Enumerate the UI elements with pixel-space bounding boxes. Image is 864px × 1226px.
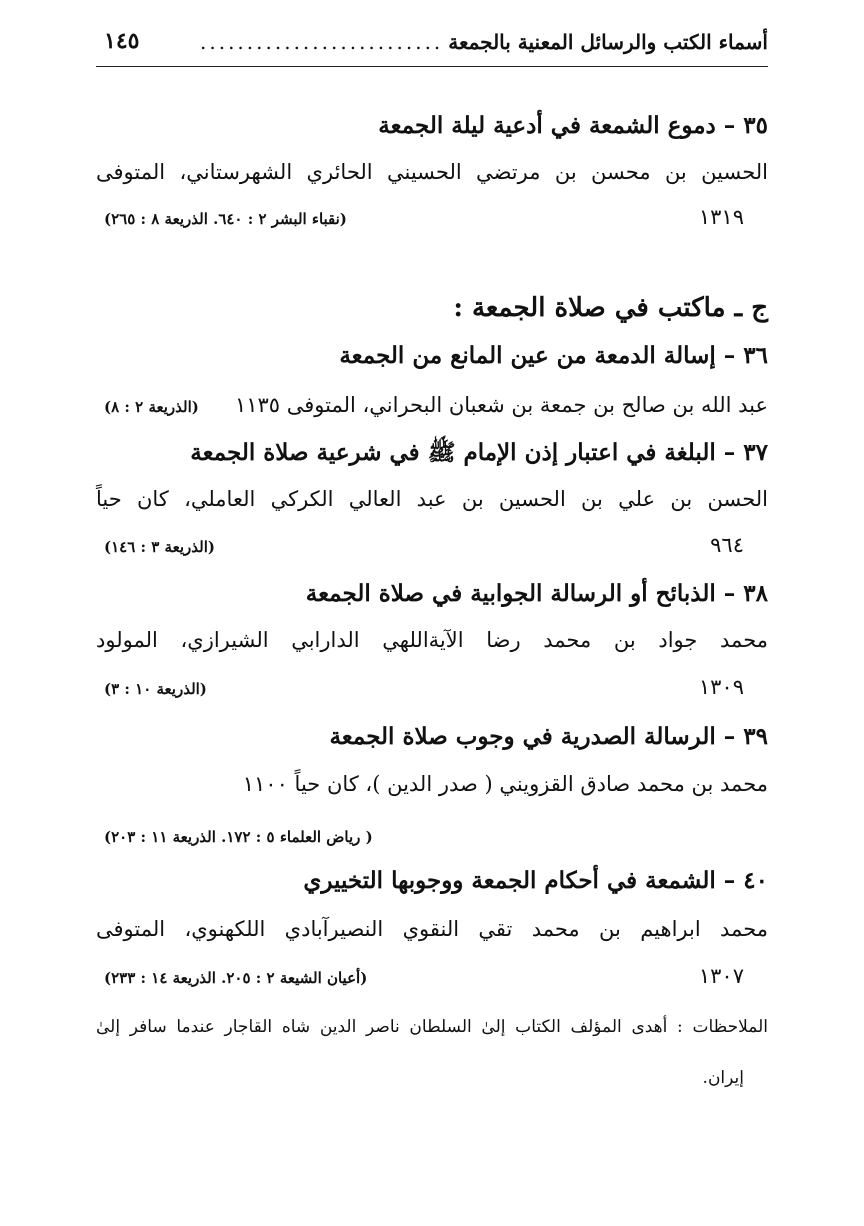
- entry-37-title: ٣٧ – البلغة في اعتبار إذن الإمام ﷺ في شرعية صلاة الجمعة: [190, 439, 768, 466]
- entry-36-reference: (الذريعة ٢ : ٨): [104, 398, 199, 416]
- entry-35-title: ٣٥ – دموع الشمعة في أدعية ليلة الجمعة: [378, 112, 768, 139]
- entry-35-year: ١٣١٩: [698, 205, 744, 229]
- entry-35-reference: (نقباء البشر ٢ : ٦٤٠. الذريعة ٨ : ٢٦٥): [104, 210, 347, 228]
- entry-39-title: ٣٩ – الرسالة الصدرية في وجوب صلاة الجمعة: [329, 723, 768, 750]
- entry-36-title: ٣٦ – إسالة الدمعة من عين المانع من الجمعة: [339, 342, 768, 369]
- entry-40-year: ١٣٠٧: [698, 964, 744, 988]
- page-number: ١٤٥: [104, 28, 140, 54]
- entry-37-year: ٩٦٤: [710, 533, 744, 557]
- entry-39-author: محمد بن محمد صادق القزويني ( صدر الدين )، كان حياً ١١٠٠: [242, 772, 768, 796]
- entry-38-title: ٣٨ – الذبائح أو الرسالة الجوابية في صلاة الجمعة: [305, 580, 768, 607]
- entry-40-note-continuation: إيران.: [702, 1068, 744, 1088]
- entry-35-author: الحسين بن محسن بن مرتضي الحسيني الحائري الشهرستاني، المتوفى: [96, 160, 768, 184]
- running-header-dots: ..........................: [200, 30, 444, 54]
- entry-40-author: محمد ابراهيم بن محمد تقي النقوي النصيرآبادي اللكهنوي، المتوفى: [96, 917, 768, 941]
- entry-37-author: الحسن بن علي بن الحسين بن عبد العالي الكركي العاملي، كان حياً: [96, 487, 768, 511]
- header-divider: [96, 66, 768, 67]
- running-header-title: أسماء الكتب والرسائل المعنية بالجمعة: [448, 30, 768, 54]
- entry-40-reference: (أعيان الشيعة ٢ : ٢٠٥. الذريعة ١٤ : ٢٣٣): [104, 969, 368, 987]
- entry-39-reference: ( رياض العلماء ٥ : ١٧٢. الذريعة ١١ : ٢٠٣): [104, 828, 373, 846]
- entry-36-author: عبد الله بن صالح بن جمعة بن شعبان البحراني، المتوفى ١١٣٥: [234, 393, 768, 417]
- entry-38-year: ١٣٠٩: [698, 675, 744, 699]
- entry-38-reference: (الذريعة ١٠ : ٣): [104, 680, 207, 698]
- entry-40-note: الملاحظات : أهدى المؤلف الكتاب إلىٰ السلطان ناصر الدين شاه القاجار عندما سافر إلىٰ: [96, 1017, 768, 1037]
- entry-38-author: محمد جواد بن محمد رضا الآيةاللهي الدارابي الشيرازي، المولود: [96, 628, 768, 652]
- entry-40-title: ٤٠ – الشمعة في أحكام الجمعة ووجوبها التخييري: [303, 867, 768, 894]
- entry-37-reference: (الذريعة ٣ : ١٤٦): [104, 538, 215, 556]
- section-heading: ج ـ ماكتب في صلاة الجمعة :: [453, 293, 768, 323]
